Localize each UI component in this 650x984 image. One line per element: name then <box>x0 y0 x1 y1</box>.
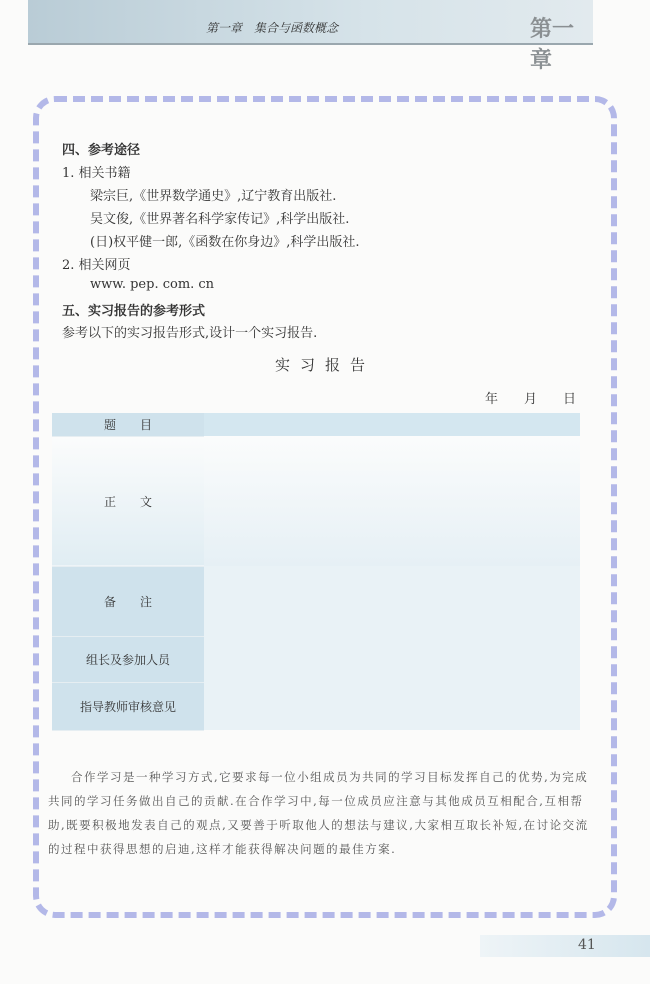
cell[interactable] <box>204 636 580 682</box>
page-header <box>28 0 593 73</box>
cell[interactable] <box>204 682 580 730</box>
web-heading: 2. 相关网页 <box>62 258 131 273</box>
book-item: 梁宗巨,《世界数学通史》,辽宁教育出版社. <box>90 189 337 204</box>
section5-text: 参考以下的实习报告形式,设计一个实习报告. <box>62 326 318 341</box>
cell[interactable] <box>204 413 580 436</box>
row-label: 指导教师审核意见 <box>52 682 204 730</box>
book-item: 吴文俊,《世界著名科学家传记》,科学出版社. <box>90 212 350 227</box>
page-number: 41 <box>578 937 596 953</box>
book-item: (日)权平健一郎,《函数在你身边》,科学出版社. <box>90 235 360 250</box>
cell[interactable] <box>204 436 580 566</box>
books-heading: 1. 相关书籍 <box>62 166 131 181</box>
row-label: 题 目 <box>52 413 204 436</box>
cell[interactable] <box>204 566 580 636</box>
report-table <box>52 413 580 731</box>
web-link[interactable]: www. pep. com. cn <box>90 277 215 292</box>
section5-heading: 五、实习报告的参考形式 <box>62 304 206 319</box>
page-number-band <box>480 935 650 957</box>
report-title: 实习报告 <box>274 356 375 374</box>
cooperative-learning-note: 合作学习是一种学习方式,它要求每一位小组成员为共同的学习目标发挥自己的优势,为完成共同的学习任务做出自己的贡献.在合作学习中,每一位成员应注意与其他成员互相配合,互相帮助,既要积极地发表自己的观点,又要善于听取他人的想法与建议,大家相互取长补短,在讨论交流的过程中获得思想的启迪,这样才能获得解决问题的最佳方案. <box>48 770 589 856</box>
chapter-mark: 第一章 <box>530 17 575 73</box>
report-date: 年 月 日 <box>485 392 577 407</box>
row-label: 组长及参加人员 <box>52 636 204 682</box>
row-label: 正 文 <box>52 436 204 566</box>
section4-heading: 四、参考途径 <box>62 143 141 158</box>
running-title: 第一章 集合与函数概念 <box>206 21 339 35</box>
row-label: 备 注 <box>52 566 204 636</box>
